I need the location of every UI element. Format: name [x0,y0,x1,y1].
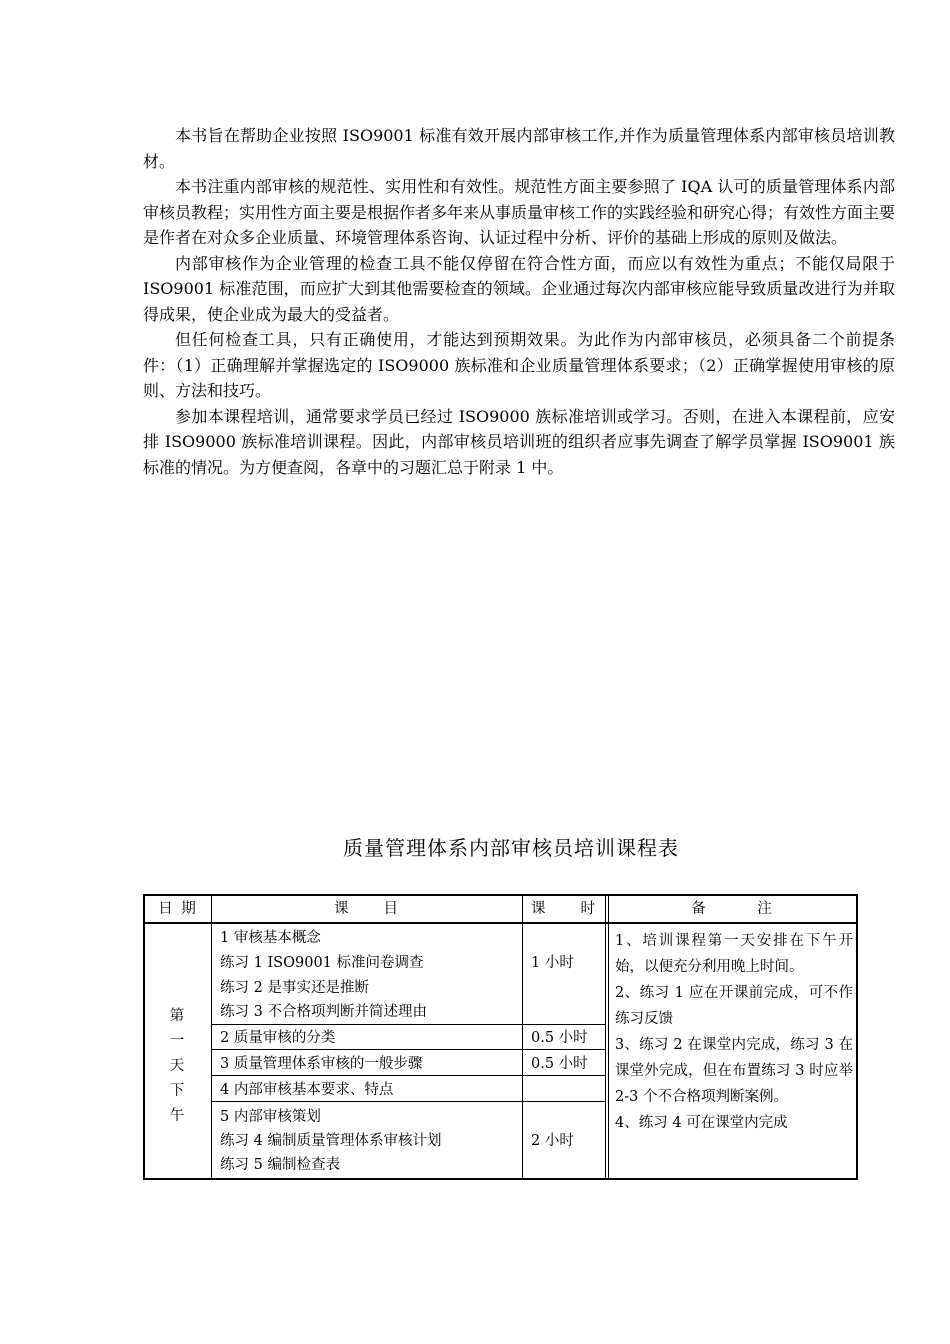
note-item: 1、培训课程第一天安排在下午开始，以便充分利用晚上时间。 [615,933,853,975]
day-char: 天 [169,1058,185,1074]
column-divider [608,894,609,1180]
schedule-table [143,894,858,1180]
subject-line: 2 质量审核的分类 [220,1030,336,1046]
hours-value: 0.5 小时 [531,1030,588,1046]
subject-line: 练习 3 不合格项判断并简述理由 [220,1004,427,1020]
intro-paragraph: 参加本课程培训，通常要求学员已经过 ISO9000 族标准培训或学习。否则，在进入本课程前，应安排 ISO9000 族标准培训课程。因此，内部审核员培训班的组织者应事先调查了解学员掌握 ISO9001 族标准的情况。为方便查阅，各章中的习题汇总于附录 1 中。 [143,406,895,477]
subject-line: 练习 5 编制检查表 [220,1157,340,1173]
subject-line: 练习 4 编制质量管理体系审核计划 [220,1133,442,1149]
header-date: 日 期 [158,901,198,917]
intro-paragraph: 本书旨在帮助企业按照 ISO9001 标准有效开展内部审核工作,并作为质量管理体系内部审核员培训教材。 [143,126,895,171]
table-border-top [143,894,858,896]
header-hours: 课 时 [531,901,597,917]
hours-value: 2 小时 [531,1133,574,1149]
note-item: 3、练习 2 在课堂内完成，练习 3 在课堂外完成，但在布置练习 3 时应举 2-3 个不合格项判断案例。 [615,1037,853,1105]
column-divider [605,894,606,1180]
column-divider [211,894,212,1180]
intro-text [143,123,895,480]
note-item: 2、练习 1 应在开课前完成，可不作练习反馈 [615,985,853,1027]
table-border-bottom [143,1178,858,1180]
day-label [143,1004,211,1129]
subject-line: 4 内部审核基本要求、特点 [220,1082,394,1098]
intro-paragraph: 内部审核作为企业管理的检查工具不能仅停留在符合性方面，而应以有效性为重点；不能仅局限于 ISO9001 标准范围，而应扩大到其他需要检查的领域。企业通过每次内部审核应能导致质量改进行为并取得成果，使企业成为最大的受益者。 [143,253,895,324]
notes-cell [615,928,853,1136]
note-item: 4、练习 4 可在课堂内完成 [615,1115,788,1131]
subject-line: 5 内部审核策划 [220,1109,321,1125]
hours-value: 0.5 小时 [531,1056,588,1072]
day-char: 第 [169,1008,185,1024]
day-char: 一 [169,1033,185,1049]
intro-paragraph: 本书注重内部审核的规范性、实用性和有效性。规范性方面主要参照了 IQA 认可的质量管理体系内部审核员教程；实用性方面主要是根据作者多年来从事质量审核工作的实践经验和研究心得；有效性方面主要是作者在对众多企业质量、环境管理体系咨询、认证过程中分析、评价的基础上形成的原则及做法。 [143,177,896,247]
table-border-right [856,894,858,1180]
day-char: 午 [169,1108,185,1124]
header-notes: 备 注 [691,901,774,917]
hours-value: 1 小时 [531,955,574,971]
subject-line: 1 审核基本概念 [220,930,321,946]
header-subject: 课 目 [334,901,400,917]
subject-line: 练习 1 ISO9001 标准问卷调查 [220,955,424,971]
schedule-title: 质量管理体系内部审核员培训课程表 [343,836,679,860]
subject-line: 练习 2 是事实还是推断 [220,980,369,996]
day-char: 下 [169,1083,185,1099]
intro-paragraph: 但任何检查工具，只有正确使用，才能达到预期效果。为此作为内部审核员，必须具备二个前提条件：（1）正确理解并掌握选定的 ISO9000 族标准和企业质量管理体系要求；（2）正确掌握使用审核的原则、方法和技巧。 [143,330,895,400]
header-divider [143,922,858,924]
column-divider [522,894,523,1180]
subject-line: 3 质量管理体系审核的一般步骤 [220,1056,423,1072]
